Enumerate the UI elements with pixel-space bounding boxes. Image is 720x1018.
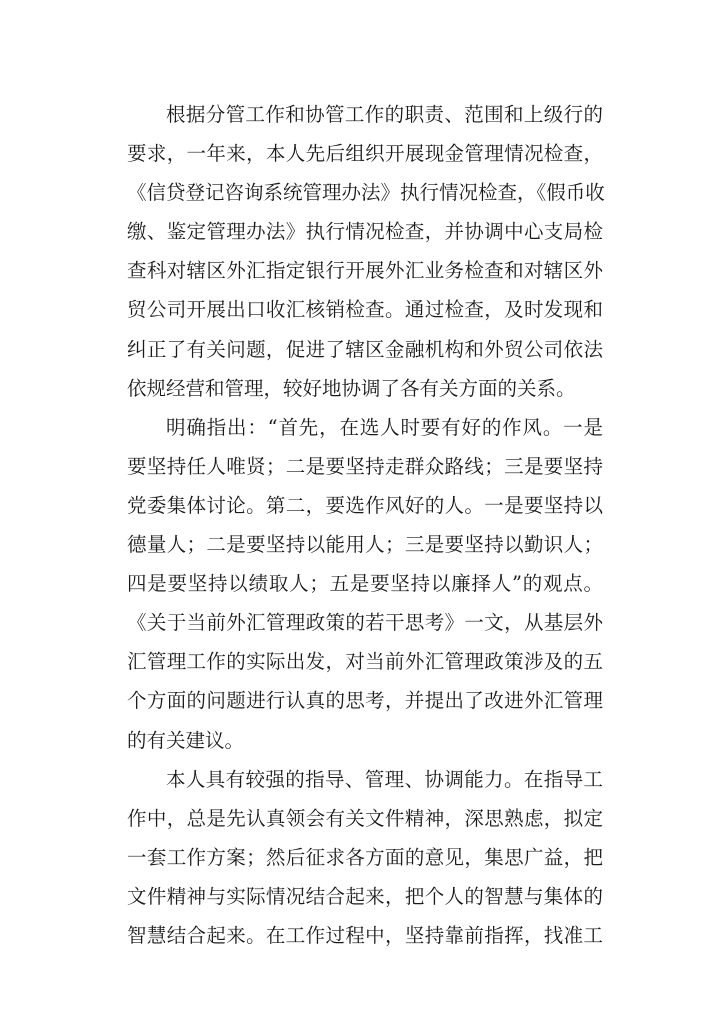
text-line: 纠正了有关问题，促进了辖区金融机构和外贸公司依法 [127, 337, 603, 361]
text-line: 查科对辖区外汇指定银行开展外汇业务检查和对辖区外 [127, 259, 603, 283]
paragraph-2 [127, 408, 603, 760]
text-line: 要求，一年来，本人先后组织开展现金管理情况检查， [127, 142, 603, 166]
text-line: 作中，总是先认真领会有关文件精神，深思熟虑，拟定 [127, 806, 603, 830]
text-line: 根据分管工作和协管工作的职责、范围和上级行的 [166, 103, 603, 126]
text-line: 文件精神与实际情况结合起来，把个人的智慧与集体的 [127, 884, 603, 908]
text-line: 的有关建议。 [127, 728, 245, 752]
text-line: 本人具有较强的指导、管理、协调能力。在指导工 [166, 767, 603, 791]
paragraph-1 [127, 95, 603, 408]
text-line: 智慧结合起来。在工作过程中，坚持靠前指挥，找准工 [127, 923, 603, 947]
text-line: 德量人；二是要坚持以能用人；三是要坚持以勤识人； [127, 533, 603, 557]
text-line: 《关于当前外汇管理政策的若干思考》一文，从基层外 [127, 611, 603, 635]
text-line: 要坚持任人唯贤；二是要坚持走群众路线；三是要坚持 [127, 454, 603, 478]
text-line: 党委集体讨论。第二，要选作风好的人。一是要坚持以 [127, 493, 603, 517]
text-line: 缴、鉴定管理办法》执行情况检查，并协调中心支局检 [127, 220, 603, 244]
text-line: 依规经营和管理，较好地协调了各有关方面的关系。 [127, 376, 576, 400]
text-line: 一套工作方案；然后征求各方面的意见，集思广益，把 [127, 845, 603, 869]
text-line: 贸公司开展出口收汇核销检查。通过检查，及时发现和 [127, 298, 603, 322]
text-line: 《信贷登记咨询系统管理办法》执行情况检查，《假币收 [127, 181, 605, 205]
text-line: 明确指出：“首先，在选人时要有好的作风。一是 [166, 415, 603, 439]
text-line: 汇管理工作的实际出发，对当前外汇管理政策涉及的五 [127, 650, 603, 674]
document-body [127, 95, 603, 955]
text-line: 个方面的问题进行认真的思考，并提出了改进外汇管理 [127, 689, 603, 713]
text-line: 四是要坚持以绩取人；五是要坚持以廉择人”的观点。 [127, 572, 603, 596]
paragraph-3 [127, 760, 603, 955]
